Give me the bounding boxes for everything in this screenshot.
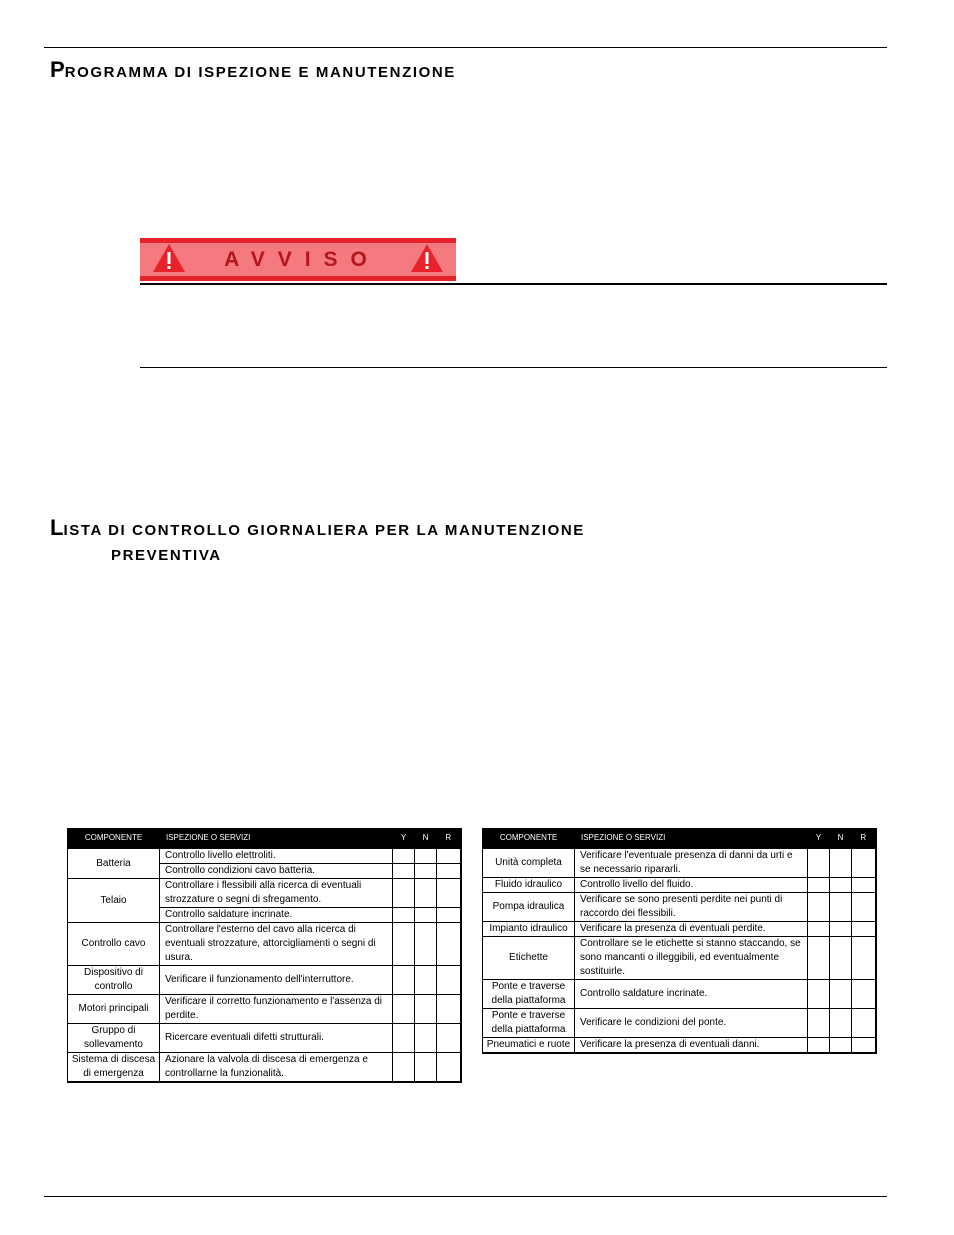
table-row	[483, 937, 876, 980]
inspection-cell: Verificare il corretto funzionamento e l'assenza di perdite.	[160, 995, 393, 1024]
check-box-y[interactable]	[808, 922, 830, 937]
check-box-y[interactable]	[393, 923, 415, 966]
table-row	[483, 980, 876, 1009]
section-heading-checklist-line2: PREVENTIVA	[111, 547, 222, 564]
check-box-r[interactable]	[852, 937, 876, 980]
inspection-cell: Verificare l'eventuale presenza di danni da urti e se necessario ripararli.	[575, 849, 808, 878]
component-cell: Sistema di discesa di emergenza	[68, 1053, 160, 1083]
check-box-n[interactable]	[415, 908, 437, 923]
component-cell: Ponte e traverse della piattaforma	[483, 1009, 575, 1038]
warning-top-rule	[140, 283, 887, 285]
check-box-r[interactable]	[437, 908, 461, 923]
table-row	[68, 1024, 461, 1053]
inspection-cell: Controllo condizioni cavo batteria.	[160, 864, 393, 879]
check-box-y[interactable]	[393, 1053, 415, 1083]
check-box-n[interactable]	[830, 1038, 852, 1054]
check-box-r[interactable]	[437, 864, 461, 879]
check-box-n[interactable]	[830, 878, 852, 893]
section-heading-checklist: LISTA DI CONTROLLO GIORNALIERA PER LA MANUTENZIONE	[50, 515, 585, 540]
warning-bottom-rule	[140, 367, 887, 368]
check-box-y[interactable]	[808, 849, 830, 878]
inspection-cell: Verificare il funzionamento dell'interruttore.	[160, 966, 393, 995]
check-box-n[interactable]	[415, 995, 437, 1024]
check-box-y[interactable]	[393, 849, 415, 864]
check-box-y[interactable]	[808, 878, 830, 893]
check-box-y[interactable]	[393, 966, 415, 995]
component-cell: Ponte e traverse della piattaforma	[483, 980, 575, 1009]
component-cell: Pompa idraulica	[483, 893, 575, 922]
inspection-cell: Azionare la valvola di discesa di emergenza e controllarne la funzionalità.	[160, 1053, 393, 1083]
component-cell: Fluido idraulico	[483, 878, 575, 893]
check-box-r[interactable]	[437, 995, 461, 1024]
checklist-table-left	[67, 828, 462, 1083]
component-cell: Gruppo di sollevamento	[68, 1024, 160, 1053]
check-box-n[interactable]	[415, 849, 437, 864]
table-row	[68, 1053, 461, 1083]
component-cell: Motori principali	[68, 995, 160, 1024]
check-box-r[interactable]	[852, 893, 876, 922]
warning-banner	[140, 238, 456, 281]
check-box-y[interactable]	[393, 995, 415, 1024]
header-component: COMPONENTE	[68, 828, 160, 849]
header-n: N	[415, 828, 437, 849]
component-cell: Etichette	[483, 937, 575, 980]
header-n: N	[830, 828, 852, 849]
check-box-y[interactable]	[393, 1024, 415, 1053]
inspection-cell: Verificare la presenza di eventuali danni.	[575, 1038, 808, 1054]
check-box-r[interactable]	[852, 878, 876, 893]
checklist-table-right	[482, 828, 877, 1054]
check-box-y[interactable]	[808, 980, 830, 1009]
check-box-n[interactable]	[830, 980, 852, 1009]
inspection-cell: Controllo saldature incrinate.	[160, 908, 393, 923]
header-r: R	[437, 828, 461, 849]
component-cell: Dispositivo di controllo	[68, 966, 160, 995]
check-box-n[interactable]	[830, 1009, 852, 1038]
table-header-row	[68, 828, 461, 849]
check-box-y[interactable]	[808, 893, 830, 922]
component-cell: Pneumatici e ruote	[483, 1038, 575, 1054]
inspection-cell: Verificare se sono presenti perdite nei punti di raccordo dei flessibili.	[575, 893, 808, 922]
header-y: Y	[808, 828, 830, 849]
table-row	[483, 849, 876, 878]
check-box-r[interactable]	[852, 1009, 876, 1038]
check-box-y[interactable]	[393, 908, 415, 923]
check-box-y[interactable]	[808, 1009, 830, 1038]
check-box-r[interactable]	[437, 923, 461, 966]
component-cell: Batteria	[68, 849, 160, 879]
check-box-n[interactable]	[415, 966, 437, 995]
warning-label: AVVISO	[224, 248, 380, 271]
header-inspection: ISPEZIONE O SERVIZI	[160, 828, 393, 849]
check-box-r[interactable]	[437, 1024, 461, 1053]
component-cell: Telaio	[68, 879, 160, 923]
component-cell: Unità completa	[483, 849, 575, 878]
check-box-n[interactable]	[415, 1053, 437, 1083]
header-r: R	[852, 828, 876, 849]
section-heading-inspection: PROGRAMMA DI ISPEZIONE E MANUTENZIONE	[50, 57, 456, 82]
component-cell: Controllo cavo	[68, 923, 160, 966]
check-box-y[interactable]	[393, 879, 415, 908]
inspection-cell: Controllo saldature incrinate.	[575, 980, 808, 1009]
check-box-y[interactable]	[393, 864, 415, 879]
table-row	[68, 995, 461, 1024]
inspection-cell: Controllo livello elettroliti.	[160, 849, 393, 864]
inspection-cell: Ricercare eventuali difetti strutturali.	[160, 1024, 393, 1053]
table-row	[483, 878, 876, 893]
check-box-r[interactable]	[437, 1053, 461, 1083]
check-box-n[interactable]	[830, 937, 852, 980]
check-box-r[interactable]	[437, 879, 461, 908]
table-header-row	[483, 828, 876, 849]
check-box-y[interactable]	[808, 1038, 830, 1054]
header-y: Y	[393, 828, 415, 849]
table-row	[68, 849, 461, 864]
header-inspection: ISPEZIONE O SERVIZI	[575, 828, 808, 849]
check-box-n[interactable]	[830, 922, 852, 937]
inspection-cell: Controllare l'esterno del cavo alla ricerca di eventuali strozzature, attorcigliamenti o segni di usura.	[160, 923, 393, 966]
table-row	[483, 1038, 876, 1054]
check-box-n[interactable]	[830, 893, 852, 922]
component-cell: Impianto idraulico	[483, 922, 575, 937]
check-box-y[interactable]	[808, 937, 830, 980]
check-box-n[interactable]	[415, 923, 437, 966]
check-box-n[interactable]	[415, 864, 437, 879]
check-box-n[interactable]	[415, 1024, 437, 1053]
check-box-r[interactable]	[437, 966, 461, 995]
top-rule	[44, 47, 887, 48]
table-row	[68, 879, 461, 908]
check-box-r[interactable]	[437, 849, 461, 864]
check-box-r[interactable]	[852, 1038, 876, 1054]
inspection-cell: Verificare la presenza di eventuali perdite.	[575, 922, 808, 937]
check-box-r[interactable]	[852, 922, 876, 937]
check-box-n[interactable]	[830, 849, 852, 878]
table-row	[483, 1009, 876, 1038]
table-row	[483, 893, 876, 922]
check-box-r[interactable]	[852, 980, 876, 1009]
header-component: COMPONENTE	[483, 828, 575, 849]
table-row	[483, 922, 876, 937]
check-box-r[interactable]	[852, 849, 876, 878]
inspection-cell: Controllare se le etichette si stanno staccando, se sono mancanti o illeggibili, ed eventualmente sostituirle.	[575, 937, 808, 980]
inspection-cell: Controllare i flessibili alla ricerca di eventuali strozzature o segni di sfregamento.	[160, 879, 393, 908]
inspection-cell: Controllo livello del fluido.	[575, 878, 808, 893]
check-box-n[interactable]	[415, 879, 437, 908]
inspection-cell: Verificare le condizioni del ponte.	[575, 1009, 808, 1038]
table-row	[68, 923, 461, 966]
bottom-rule	[44, 1196, 887, 1197]
table-row	[68, 966, 461, 995]
